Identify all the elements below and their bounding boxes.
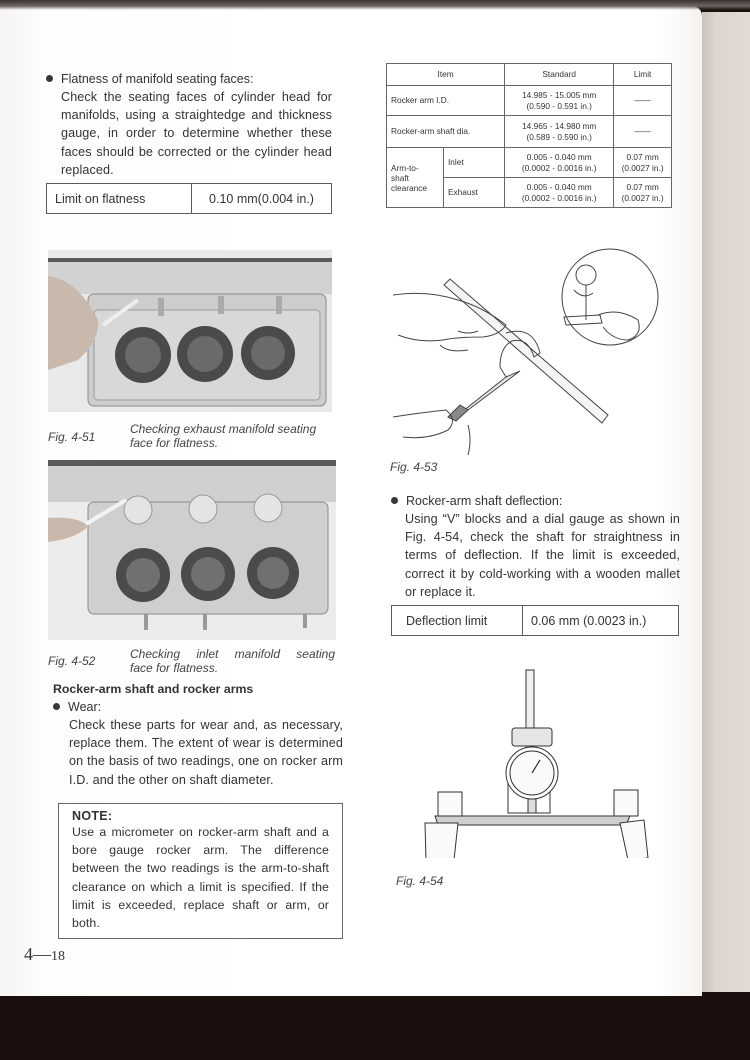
rocker-spec-table [386, 63, 672, 208]
note-title: NOTE: [72, 809, 113, 823]
limit-in: (0.0027 in.) [621, 162, 664, 173]
deflection-limit-label: Deflection limit [406, 613, 488, 628]
limit-mm: 0.07 mm [626, 181, 659, 192]
section-title: Rocker-arm shaft and rocker arms [53, 682, 254, 696]
standard-in: (0.0002 - 0.0016 in.) [521, 162, 597, 173]
clearance-line: shaft [391, 172, 409, 183]
row-item: Rocker-arm shaft dia. [387, 116, 505, 148]
wear-section [53, 698, 343, 789]
table-row [387, 86, 672, 116]
standard-in: (0.589 - 0.590 in.) [526, 131, 592, 142]
scan-top-shadow [0, 0, 750, 10]
header-standard: Standard [505, 64, 614, 86]
flatness-limit-label: Limit on flatness [55, 191, 146, 206]
standard-mm: 0.005 - 0.040 mm [526, 151, 592, 162]
clearance-line: clearance [391, 182, 427, 193]
deflection-body: Using “V” blocks and a dial gauge as shown in Fig. 4-54, check the shaft for straightness in terms of deflection. If the limit is exceeded, correct it by cold-working with a wooden mallet or replace it. [405, 512, 680, 599]
standard-mm: 0.005 - 0.040 mm [526, 181, 592, 192]
page-number-page: 18 [51, 949, 65, 964]
deflection-limit-box [391, 605, 679, 636]
row-standard [505, 178, 614, 208]
deflection-section [391, 492, 680, 601]
fig-4-54-label: Fig. 4-54 [396, 874, 444, 888]
standard-mm: 14.985 - 15.005 mm [522, 89, 597, 100]
fig-4-51-caption [130, 422, 340, 450]
row-limit [614, 148, 672, 178]
fig-4-53-drawing [388, 245, 688, 455]
deflection-heading-text: Rocker-arm shaft deflection: [406, 494, 563, 508]
dial-gauge-v-block-illustration [420, 668, 660, 858]
page-number [24, 944, 65, 965]
flatness-section [46, 70, 332, 179]
micrometer-illustration [388, 245, 688, 455]
bullet-icon [46, 75, 53, 82]
row-limit: —— [614, 116, 672, 148]
page-number-chapter: 4— [24, 944, 51, 964]
row-standard [505, 148, 614, 178]
row-sub-item: Exhaust [444, 178, 505, 208]
fig-4-53-label: Fig. 4-53 [390, 460, 438, 474]
table-header-row [387, 64, 672, 86]
bullet-icon [53, 703, 60, 710]
fig-4-51-caption-line2: face for flatness. [130, 436, 219, 450]
scan-background [0, 996, 750, 1060]
fig-4-51-label: Fig. 4-51 [48, 430, 96, 444]
wear-body: Check these parts for wear and, as necessary, replace them. The extent of wear is determined on the basis of two readings, one on rocker arm I.D. and the other on shaft diameter. [69, 718, 343, 787]
flatness-heading [46, 70, 332, 88]
row-limit [614, 178, 672, 208]
standard-mm: 14.965 - 14.980 mm [522, 120, 597, 131]
flatness-limit-value: 0.10 mm(0.004 in.) [191, 184, 331, 213]
table-row [387, 148, 672, 178]
fig-4-52-photo [48, 460, 336, 640]
fig-4-52-caption-line2: face for flatness. [130, 661, 219, 675]
fig-4-52-label: Fig. 4-52 [48, 654, 96, 668]
flatness-body: Check the seating faces of cylinder head for manifolds, using a straightedge and thickness gauge, in order to determine whether these faces should be corrected or the cylinder head replaced. [61, 90, 332, 177]
clearance-group-label [387, 148, 444, 208]
standard-in: (0.0002 - 0.0016 in.) [521, 192, 597, 203]
row-item: Rocker arm I.D. [387, 86, 505, 116]
deflection-limit-value: 0.06 mm (0.0023 in.) [522, 606, 678, 635]
fig-4-52-caption-line1: Checking inlet manifold seating [130, 647, 335, 661]
limit-in: (0.0027 in.) [621, 192, 664, 203]
standard-in: (0.590 - 0.591 in.) [526, 100, 592, 111]
flatness-heading-text: Flatness of manifold seating faces: [61, 72, 254, 86]
note-box [58, 803, 343, 939]
wear-heading-text: Wear: [68, 700, 102, 714]
header-item: Item [387, 64, 505, 86]
cylinder-head-inlet-illustration [48, 460, 336, 640]
fig-4-51-photo [48, 250, 332, 412]
note-body: Use a micrometer on rocker-arm shaft and a bore gauge rocker arm. The difference between the two readings is the arm-to-shaft clearance on which a limit is specified. If the limit is exceeded, replace shaft or arm, or both. [72, 825, 329, 931]
bullet-icon [391, 497, 398, 504]
row-sub-item: Inlet [444, 148, 505, 178]
clearance-line: Arm-to- [391, 162, 419, 173]
deflection-heading [391, 492, 680, 510]
limit-mm: 0.07 mm [626, 151, 659, 162]
table-row [387, 116, 672, 148]
fig-4-51-caption-line1: Checking exhaust manifold seating [130, 422, 317, 436]
wear-heading [53, 698, 343, 716]
header-limit: Limit [614, 64, 672, 86]
flatness-limit-box [46, 183, 332, 214]
cylinder-head-exhaust-illustration [48, 250, 332, 412]
row-standard [505, 116, 614, 148]
fig-4-54-drawing [420, 668, 660, 858]
page-edge-shadow [702, 12, 750, 992]
row-limit: —— [614, 86, 672, 116]
row-standard [505, 86, 614, 116]
